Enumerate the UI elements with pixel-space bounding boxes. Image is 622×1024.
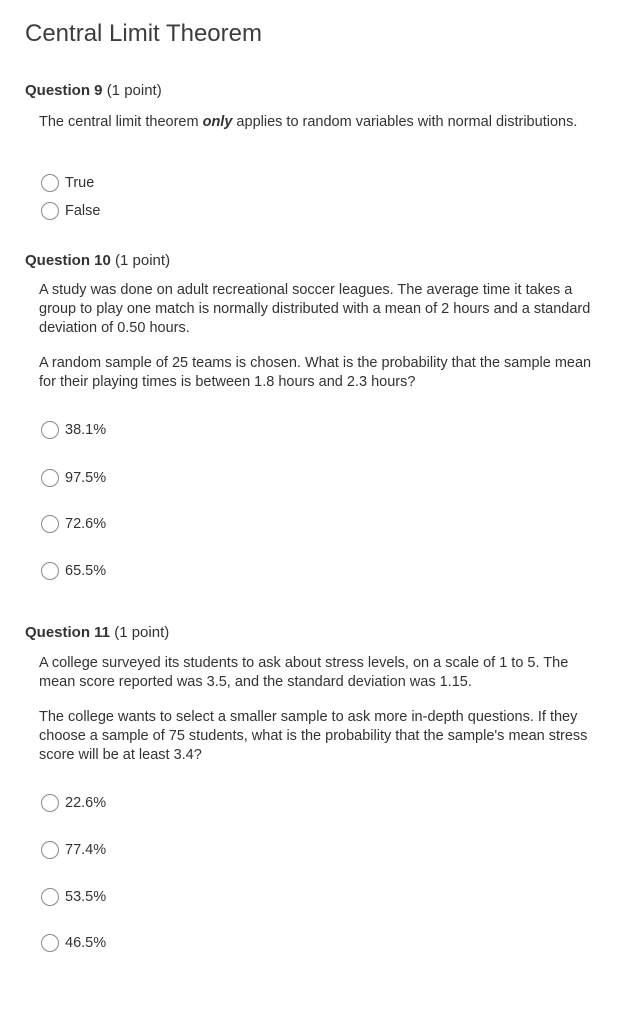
question-9-text-after: applies to random variables with normal distributions. [232, 114, 578, 130]
radio-button[interactable] [41, 421, 59, 439]
question-10-number: Question 10 [25, 252, 111, 269]
question-11-option-1[interactable] [41, 793, 106, 813]
option-label: 53.5% [65, 889, 107, 905]
question-11-option-2[interactable] [41, 840, 106, 860]
question-10-option-1[interactable] [41, 420, 106, 440]
question-9-points: (1 point) [106, 82, 162, 99]
option-label: False [65, 203, 101, 219]
radio-button[interactable] [41, 888, 59, 906]
option-label: 72.6% [65, 516, 107, 532]
radio-button[interactable] [41, 515, 59, 533]
radio-button[interactable] [41, 174, 59, 192]
question-9-option-true[interactable] [41, 173, 94, 193]
option-label: 46.5% [65, 935, 107, 951]
question-10-paragraph-2: A random sample of 25 teams is chosen. What is the probability that the sample mean for their playing times is between 1.8 hours and 2.3 hours? [39, 355, 592, 390]
question-9-text [39, 113, 601, 132]
option-label: 97.5% [65, 470, 107, 486]
radio-button[interactable] [41, 794, 59, 812]
question-11-option-4[interactable] [41, 933, 106, 953]
radio-button[interactable] [41, 841, 59, 859]
radio-button[interactable] [41, 934, 59, 952]
question-10-option-4[interactable] [41, 561, 106, 581]
question-10-header [25, 252, 170, 269]
question-10-paragraph-1: A study was done on adult recreational soccer leagues. The average time it takes a group to play one match is normally distributed with a mean of 2 hours and a standard deviation of 0.50 hours. [39, 282, 591, 336]
question-11-number: Question 11 [25, 624, 111, 641]
option-label: True [65, 175, 95, 191]
page-title: Central Limit Theorem [25, 20, 262, 47]
option-label: 38.1% [65, 422, 107, 438]
radio-button[interactable] [41, 469, 59, 487]
question-11-header [25, 624, 169, 641]
question-9-option-false[interactable] [41, 201, 100, 221]
radio-button[interactable] [41, 202, 59, 220]
question-11-paragraph-1: A college surveyed its students to ask about stress levels, on a scale of 1 to 5. The mean score reported was 3.5, and the standard deviation was 1.15. [39, 655, 569, 690]
question-11-option-3[interactable] [41, 887, 106, 907]
option-label: 65.5% [65, 563, 107, 579]
question-10-option-2[interactable] [41, 468, 106, 488]
question-11-points: (1 point) [114, 624, 170, 641]
question-11-paragraph-2: The college wants to select a smaller sample to ask more in-depth questions. If they choose a sample of 75 students, what is the probability that the sample's mean stress score will be at least 3.4? [39, 709, 588, 763]
question-9-text-before: The central limit theorem [39, 114, 203, 130]
question-10-points: (1 point) [115, 252, 171, 269]
option-label: 22.6% [65, 795, 107, 811]
question-10-option-3[interactable] [41, 514, 106, 534]
question-9-number: Question 9 [25, 82, 103, 99]
question-9-text-emphasis: only [202, 114, 233, 130]
question-9-header [25, 82, 162, 99]
radio-button[interactable] [41, 562, 59, 580]
option-label: 77.4% [65, 842, 107, 858]
